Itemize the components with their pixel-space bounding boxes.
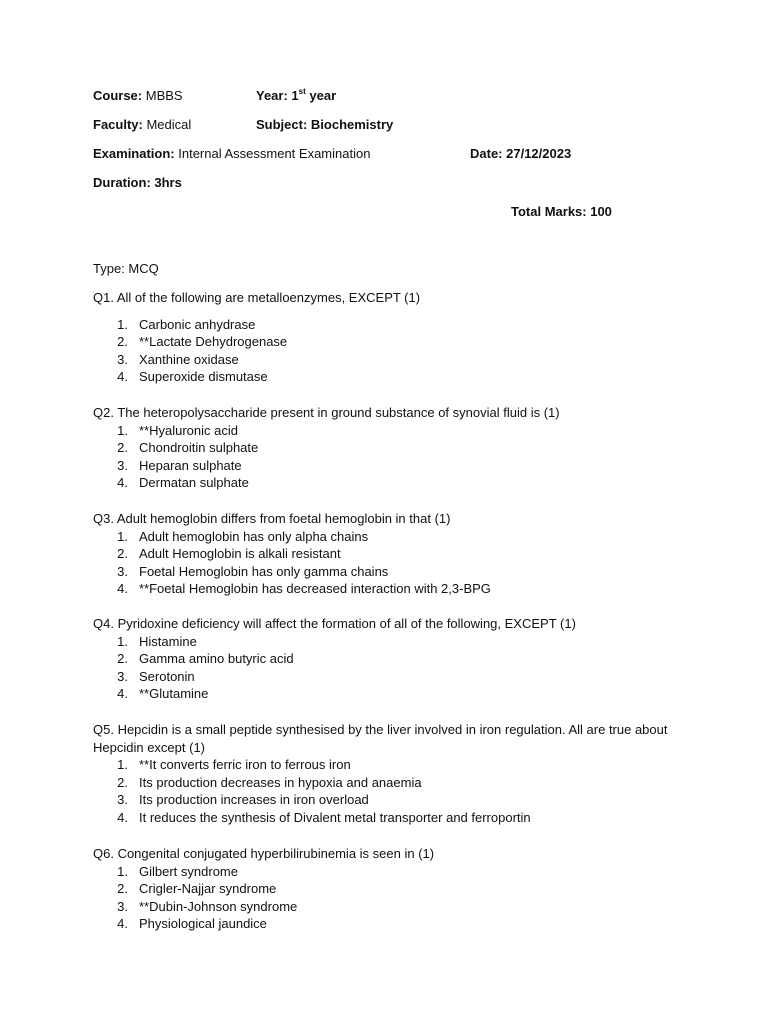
option-text: Serotonin (139, 668, 195, 684)
option-text: Chondroitin sulphate (139, 440, 259, 456)
question-4 (93, 615, 683, 703)
option-number: 4. (117, 686, 128, 702)
option-number: 3. (117, 457, 128, 473)
option-number: 3. (117, 351, 128, 367)
option-item (93, 685, 683, 703)
option-text: Its production decreases in hypoxia and anaemia (139, 774, 422, 790)
question-text: Q5. Hepcidin is a small peptide synthesised by the liver involved in iron regulation. All are true about Hepcidin except (1) (93, 722, 668, 755)
year-label: Year: 1 (256, 88, 299, 103)
examination-value: Internal Assessment Examination (174, 146, 371, 161)
option-item (93, 368, 683, 386)
option-item (93, 439, 683, 457)
option-item (93, 898, 683, 916)
option-number: 4. (117, 809, 128, 825)
course-value: MBBS (142, 88, 183, 103)
option-text: Gilbert syndrome (139, 863, 238, 879)
option-item (93, 756, 683, 774)
course-label: Course: (93, 88, 143, 103)
option-item (93, 668, 683, 686)
question-text: Q1. All of the following are metalloenzymes, EXCEPT (1) (93, 290, 421, 305)
option-number: 4. (117, 581, 128, 597)
option-item (93, 774, 683, 792)
option-item (93, 422, 683, 440)
question-3 (93, 510, 683, 598)
option-item (93, 457, 683, 475)
option-item (93, 351, 683, 369)
year-field (256, 87, 336, 105)
question-text: Q2. The heteropolysaccharide present in ground substance of synovial fluid is (1) (93, 405, 560, 420)
option-number: 1. (117, 633, 128, 649)
option-item (93, 474, 683, 492)
option-text: **Glutamine (139, 686, 209, 702)
option-item (93, 580, 683, 598)
option-list (93, 756, 683, 826)
option-number: 2. (117, 334, 128, 350)
question-text: Q4. Pyridoxine deficiency will affect the formation of all of the following, EXCEPT (1) (93, 616, 576, 631)
option-number: 2. (117, 881, 128, 897)
duration-field: Duration: 3hrs (93, 175, 182, 190)
question-1 (93, 289, 683, 386)
option-text: **Foetal Hemoglobin has decreased interaction with 2,3-BPG (139, 581, 491, 597)
option-number: 2. (117, 546, 128, 562)
option-text: Adult hemoglobin has only alpha chains (139, 528, 369, 544)
question-text: Q3. Adult hemoglobin differs from foetal hemoglobin in that (1) (93, 511, 451, 526)
option-number: 3. (117, 898, 128, 914)
option-item (93, 528, 683, 546)
option-item (93, 880, 683, 898)
option-text: Dermatan sulphate (139, 475, 249, 491)
total-marks: Total Marks: 100 (511, 204, 612, 219)
option-text: **Dubin-Johnson syndrome (139, 898, 298, 914)
course-row (93, 86, 337, 105)
question-6 (93, 845, 683, 933)
faculty-row (93, 116, 394, 134)
question-text: Q6. Congenital conjugated hyperbilirubinemia is seen in (1) (93, 846, 435, 861)
option-text: It reduces the synthesis of Divalent metal transporter and ferroportin (139, 809, 531, 825)
option-text: Carbonic anhydrase (139, 316, 256, 332)
option-number: 1. (117, 316, 128, 332)
option-text: Histamine (139, 633, 197, 649)
option-item (93, 333, 683, 351)
option-item (93, 545, 683, 563)
date-field: Date: 27/12/2023 (470, 146, 572, 161)
option-text: **It converts ferric iron to ferrous iron (139, 757, 351, 772)
option-text: Heparan sulphate (139, 457, 242, 473)
option-item (93, 650, 683, 668)
question-type: Type: MCQ (93, 261, 159, 276)
option-number: 2. (117, 651, 128, 667)
option-text: Xanthine oxidase (139, 351, 239, 367)
option-number: 1. (117, 757, 128, 772)
examination-label: Examination: (93, 146, 175, 161)
option-number: 1. (117, 422, 128, 438)
option-list (93, 316, 683, 386)
question-5 (93, 721, 683, 826)
subject-field: Subject: Biochemistry (256, 117, 394, 132)
option-list (93, 528, 683, 598)
option-list (93, 633, 683, 703)
option-text: Physiological jaundice (139, 916, 267, 932)
option-text: Adult Hemoglobin is alkali resistant (139, 546, 341, 562)
option-number: 4. (117, 916, 128, 932)
year-superscript: st (298, 86, 306, 96)
faculty-label: Faculty: (93, 117, 143, 132)
option-item (93, 863, 683, 881)
examination-row (93, 145, 572, 163)
option-text: Superoxide dismutase (139, 369, 268, 385)
option-text: **Lactate Dehydrogenase (139, 334, 288, 350)
question-2 (93, 404, 683, 492)
option-item (93, 791, 683, 809)
faculty-value: Medical (142, 117, 192, 132)
option-text: Crigler-Najjar syndrome (139, 881, 277, 897)
option-number: 3. (117, 563, 128, 579)
option-text: **Hyaluronic acid (139, 422, 238, 438)
option-number: 4. (117, 475, 128, 491)
option-item (93, 809, 683, 827)
option-number: 2. (117, 774, 128, 790)
option-text: Its production increases in iron overload (139, 792, 369, 808)
option-number: 3. (117, 792, 128, 808)
option-number: 2. (117, 440, 128, 456)
option-item (93, 316, 683, 334)
option-text: Foetal Hemoglobin has only gamma chains (139, 563, 389, 579)
option-number: 4. (117, 369, 128, 385)
option-number: 1. (117, 528, 128, 544)
option-list (93, 422, 683, 492)
year-suffix: year (305, 88, 337, 103)
option-list (93, 863, 683, 933)
option-item (93, 633, 683, 651)
option-number: 3. (117, 668, 128, 684)
option-text: Gamma amino butyric acid (139, 651, 294, 667)
option-item (93, 563, 683, 581)
option-number: 1. (117, 863, 128, 879)
option-item (93, 915, 683, 933)
